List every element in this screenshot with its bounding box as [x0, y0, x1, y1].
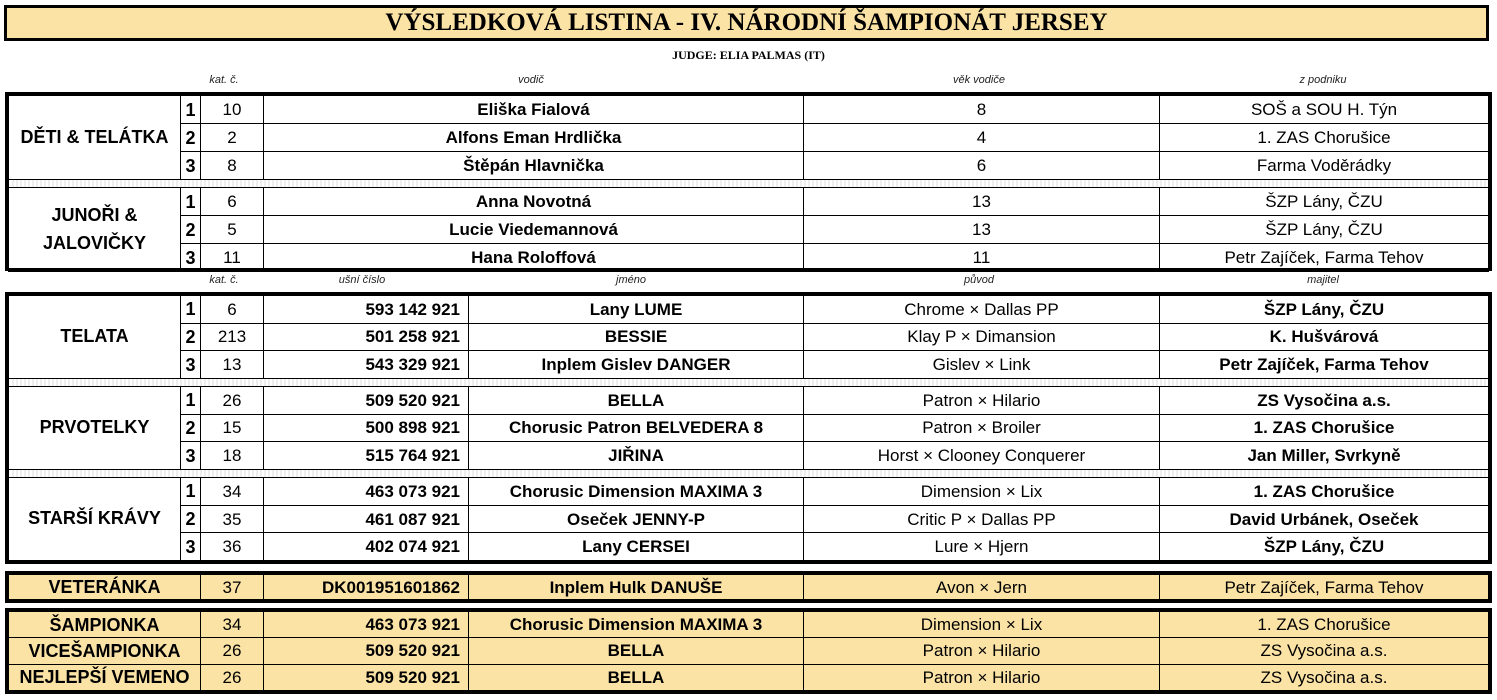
handler-name: Eliška Fialová — [264, 96, 804, 124]
separator-cell — [9, 180, 1489, 188]
category-label: JUNOŘI & JALOVIČKY — [9, 188, 181, 272]
pedigree: Patron × Hilario — [804, 387, 1160, 415]
handler-name: Anna Novotná — [264, 188, 804, 216]
animal-name: JIŘINA — [469, 442, 804, 470]
catalog-number: 15 — [201, 414, 264, 442]
catalog-number: 8 — [201, 152, 264, 180]
champions-block — [5, 608, 1492, 694]
category-label: PRVOTELKY — [9, 387, 181, 470]
pedigree: Critic P × Dallas PP — [804, 505, 1160, 533]
award-title: ŠAMPIONKA — [9, 612, 201, 638]
group-separator — [9, 180, 1489, 188]
animal-name: BELLA — [469, 638, 804, 664]
header-name: jméno — [616, 274, 646, 286]
farm-name: ŠZP Lány, ČZU — [1160, 188, 1489, 216]
cow-column-headers — [0, 274, 1497, 290]
handler-age: 8 — [804, 96, 1160, 124]
category-junori-jalovicky — [9, 188, 1489, 272]
handler-age: 13 — [804, 216, 1160, 244]
result-row — [9, 533, 1489, 561]
category-label: VETERÁNKA — [9, 575, 201, 600]
rank-cell: 1 — [181, 96, 201, 124]
catalog-number: 34 — [201, 612, 264, 638]
judge-line: JUDGE: ELIA PALMAS (IT) — [672, 48, 825, 62]
page-title: VÝSLEDKOVÁ LISTINA - IV. NÁRODNÍ ŠAMPIONÁT JERSEY — [4, 5, 1489, 41]
animal-name: Chorusic Dimension MAXIMA 3 — [469, 478, 804, 506]
catalog-number: 13 — [201, 351, 264, 379]
ear-tag-number: 463 073 921 — [264, 612, 469, 638]
separator-cell — [9, 469, 1489, 477]
owner-name: 1. ZAS Chorušice — [1160, 612, 1489, 638]
animal-name: Lany LUME — [469, 296, 804, 324]
handler-age: 11 — [804, 244, 1160, 272]
ear-tag-number: 461 087 921 — [264, 505, 469, 533]
catalog-number: 6 — [201, 296, 264, 324]
ear-tag-number: 509 520 921 — [264, 638, 469, 664]
ear-tag-number: 593 142 921 — [264, 296, 469, 324]
cow-results-block — [5, 292, 1492, 564]
rank-cell: 2 — [181, 216, 201, 244]
farm-name: Farma Voděrádky — [1160, 152, 1489, 180]
award-title: NEJLEPŠÍ VEMENO — [9, 664, 201, 690]
category-prvotelky — [9, 387, 1489, 478]
pedigree: Avon × Jern — [804, 575, 1160, 600]
veteran-table — [8, 574, 1489, 600]
result-row — [9, 442, 1489, 470]
rank-cell: 3 — [181, 244, 201, 272]
catalog-number: 26 — [201, 387, 264, 415]
rank-cell: 1 — [181, 188, 201, 216]
handler-age: 13 — [804, 188, 1160, 216]
group-separator — [9, 378, 1489, 386]
veteran-block — [5, 571, 1492, 603]
owner-name: ŠZP Lány, ČZU — [1160, 296, 1489, 324]
animal-name: BESSIE — [469, 323, 804, 351]
category-deti-telatka — [9, 96, 1489, 188]
header-owner: majitel — [1307, 274, 1339, 286]
result-row — [9, 188, 1489, 216]
catalog-number: 10 — [201, 96, 264, 124]
rank-cell: 3 — [181, 351, 201, 379]
rank-cell: 2 — [181, 414, 201, 442]
catalog-number: 213 — [201, 323, 264, 351]
category-label: STARŠÍ KRÁVY — [9, 478, 181, 561]
champion-row — [9, 638, 1489, 664]
ear-tag-number: 463 073 921 — [264, 478, 469, 506]
ear-tag-number: DK001951601862 — [264, 575, 469, 600]
ear-tag-number: 515 764 921 — [264, 442, 469, 470]
handler-column-headers — [0, 74, 1497, 90]
result-row — [9, 414, 1489, 442]
animal-name: Chorusic Patron BELVEDERA 8 — [469, 414, 804, 442]
pedigree: Dimension × Lix — [804, 612, 1160, 638]
owner-name: 1. ZAS Chorušice — [1160, 478, 1489, 506]
ear-tag-number: 509 520 921 — [264, 387, 469, 415]
animal-name: Oseček JENNY-P — [469, 505, 804, 533]
header-kat: kat. č. — [209, 274, 239, 286]
champion-row — [9, 664, 1489, 690]
animal-name: Inplem Gislev DANGER — [469, 351, 804, 379]
owner-name: Jan Miller, Svrkyně — [1160, 442, 1489, 470]
category-telata — [9, 296, 1489, 387]
catalog-number: 36 — [201, 533, 264, 561]
catalog-number: 35 — [201, 505, 264, 533]
pedigree: Chrome × Dallas PP — [804, 296, 1160, 324]
header-handler: vodič — [518, 74, 544, 86]
catalog-number: 18 — [201, 442, 264, 470]
champions-table — [8, 611, 1489, 691]
ear-tag-number: 501 258 921 — [264, 323, 469, 351]
header-age: věk vodiče — [953, 74, 1005, 86]
owner-name: David Urbánek, Oseček — [1160, 505, 1489, 533]
rank-cell: 3 — [181, 442, 201, 470]
handler-name: Alfons Eman Hrdlička — [264, 124, 804, 152]
result-row — [9, 387, 1489, 415]
catalog-number: 26 — [201, 638, 264, 664]
rank-cell: 1 — [181, 387, 201, 415]
handler-results-table — [8, 95, 1489, 272]
catalog-number: 26 — [201, 664, 264, 690]
farm-name: Petr Zajíček, Farma Tehov — [1160, 244, 1489, 272]
header-reg: ušní číslo — [338, 274, 386, 286]
catalog-number: 6 — [201, 188, 264, 216]
animal-name: Chorusic Dimension MAXIMA 3 — [469, 612, 804, 638]
pedigree: Gislev × Link — [804, 351, 1160, 379]
catalog-number: 11 — [201, 244, 264, 272]
result-row — [9, 478, 1489, 506]
ear-tag-number: 500 898 921 — [264, 414, 469, 442]
rank-cell: 3 — [181, 533, 201, 561]
handler-name: Hana Roloffová — [264, 244, 804, 272]
rank-cell: 2 — [181, 124, 201, 152]
pedigree: Dimension × Lix — [804, 478, 1160, 506]
rank-cell: 3 — [181, 152, 201, 180]
handler-age: 6 — [804, 152, 1160, 180]
result-row — [9, 296, 1489, 324]
pedigree: Lure × Hjern — [804, 533, 1160, 561]
category-label: TELATA — [9, 296, 181, 379]
owner-name: Petr Zajíček, Farma Tehov — [1160, 575, 1489, 600]
result-row — [9, 216, 1489, 244]
result-row — [9, 96, 1489, 124]
handler-name: Lucie Viedemannová — [264, 216, 804, 244]
award-title: VICEŠAMPIONKA — [9, 638, 201, 664]
catalog-number: 34 — [201, 478, 264, 506]
category-label: DĚTI & TELÁTKA — [9, 96, 181, 180]
result-row — [9, 152, 1489, 180]
rank-cell: 1 — [181, 296, 201, 324]
cow-results-table — [8, 295, 1489, 561]
farm-name: SOŠ a SOU H. Týn — [1160, 96, 1489, 124]
pedigree: Patron × Hilario — [804, 664, 1160, 690]
result-row — [9, 124, 1489, 152]
result-row — [9, 351, 1489, 379]
owner-name: ZS Vysočina a.s. — [1160, 638, 1489, 664]
owner-name: ŠZP Lány, ČZU — [1160, 533, 1489, 561]
header-kat: kat. č. — [209, 74, 239, 86]
animal-name: Lany CERSEI — [469, 533, 804, 561]
pedigree: Klay P × Dimansion — [804, 323, 1160, 351]
animal-name: BELLA — [469, 387, 804, 415]
owner-name: Petr Zajíček, Farma Tehov — [1160, 351, 1489, 379]
ear-tag-number: 543 329 921 — [264, 351, 469, 379]
farm-name: 1. ZAS Chorušice — [1160, 124, 1489, 152]
owner-name: ZS Vysočina a.s. — [1160, 387, 1489, 415]
owner-name: 1. ZAS Chorušice — [1160, 414, 1489, 442]
category-starsi-kravy — [9, 478, 1489, 561]
handler-name: Štěpán Hlavnička — [264, 152, 804, 180]
rank-cell: 2 — [181, 505, 201, 533]
rank-cell: 2 — [181, 323, 201, 351]
champion-row — [9, 612, 1489, 638]
handler-age: 4 — [804, 124, 1160, 152]
handler-results-block — [5, 92, 1492, 271]
header-origin: původ — [964, 274, 994, 286]
group-separator — [9, 469, 1489, 477]
owner-name: ZS Vysočina a.s. — [1160, 664, 1489, 690]
farm-name: ŠZP Lány, ČZU — [1160, 216, 1489, 244]
separator-cell — [9, 378, 1489, 386]
catalog-number: 37 — [201, 575, 264, 600]
result-row — [9, 244, 1489, 272]
ear-tag-number: 402 074 921 — [264, 533, 469, 561]
pedigree: Horst × Clooney Conquerer — [804, 442, 1160, 470]
animal-name: Inplem Hulk DANUŠE — [469, 575, 804, 600]
ear-tag-number: 509 520 921 — [264, 664, 469, 690]
result-row — [9, 505, 1489, 533]
catalog-number: 5 — [201, 216, 264, 244]
result-row — [9, 323, 1489, 351]
owner-name: K. Hušvárová — [1160, 323, 1489, 351]
rank-cell: 1 — [181, 478, 201, 506]
veteran-row — [9, 575, 1489, 600]
pedigree: Patron × Broiler — [804, 414, 1160, 442]
header-farm: z podniku — [1299, 74, 1347, 86]
catalog-number: 2 — [201, 124, 264, 152]
pedigree: Patron × Hilario — [804, 638, 1160, 664]
animal-name: BELLA — [469, 664, 804, 690]
